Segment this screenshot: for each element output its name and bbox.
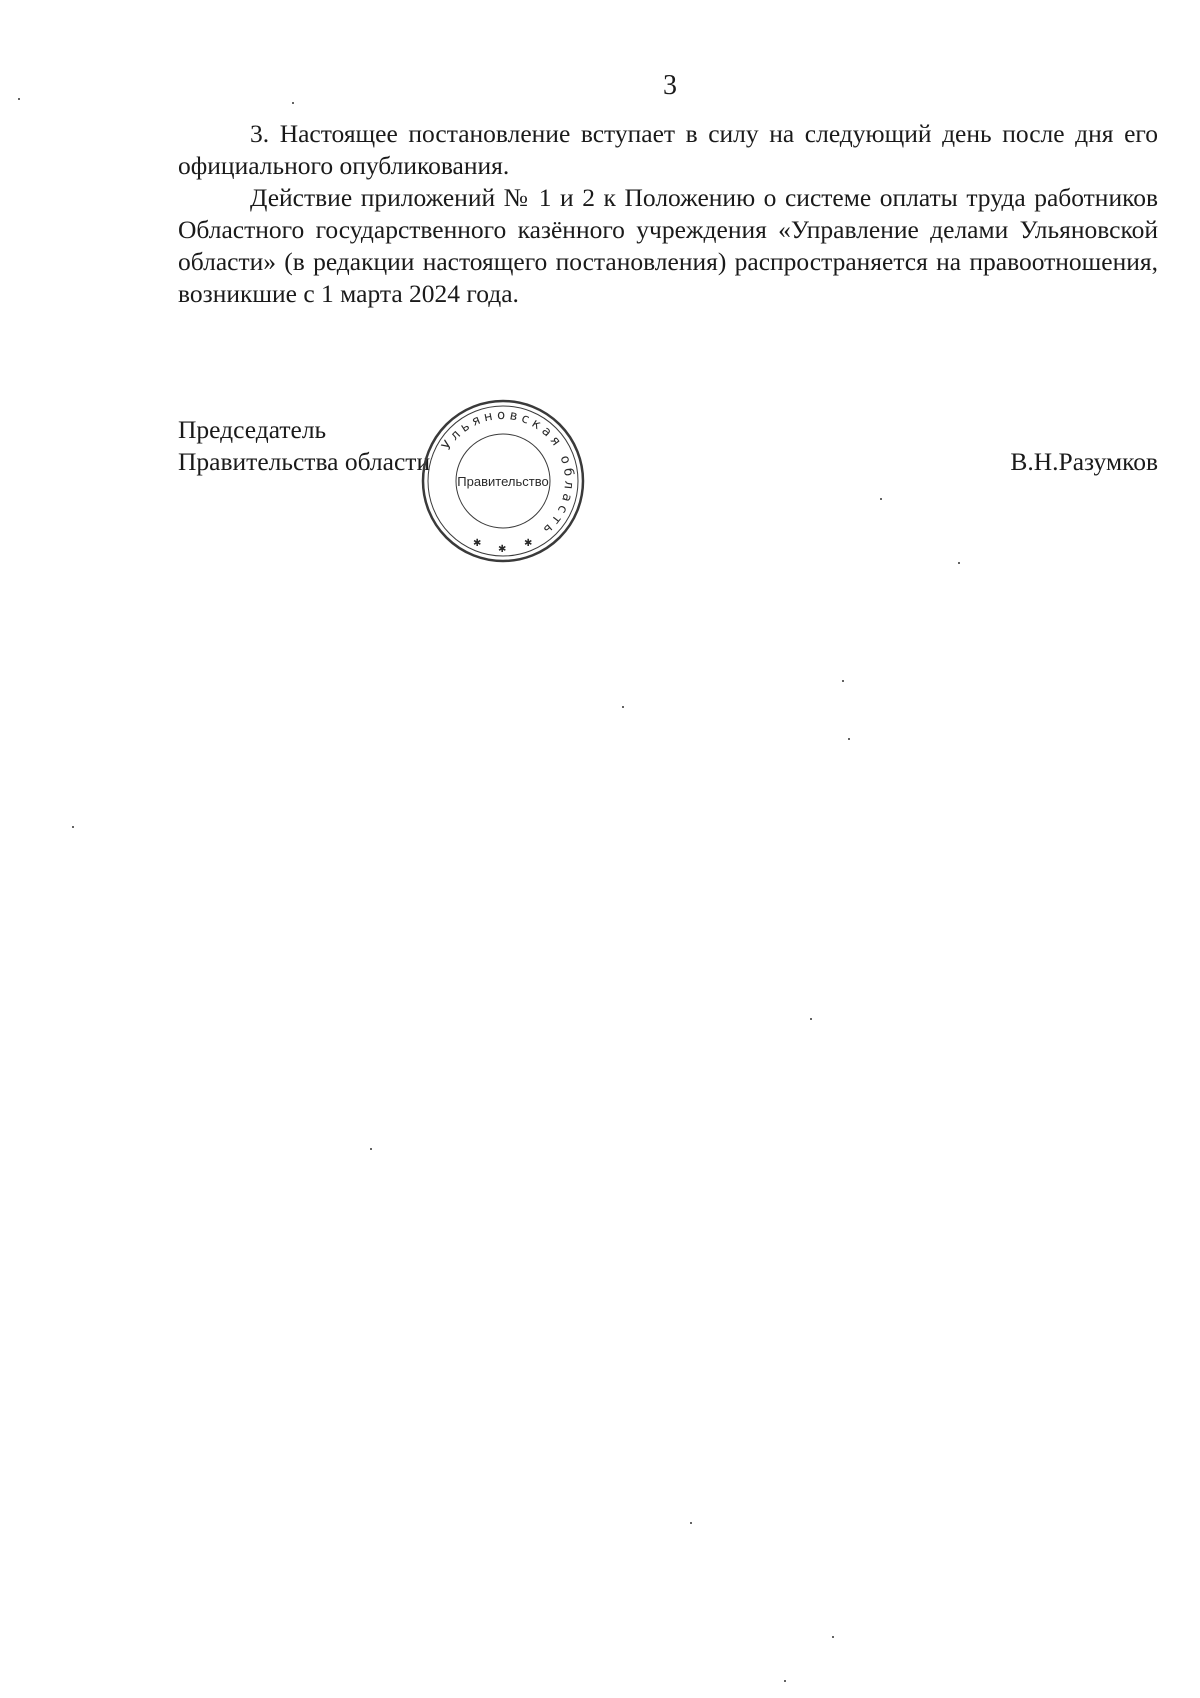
seal-star-icon: ✱ xyxy=(498,544,507,555)
scan-speck xyxy=(880,498,882,500)
page-number: 3 xyxy=(663,70,677,101)
paragraph-appendix-scope: Действие приложений № 1 и 2 к Положению о системе оплаты труда работников Областного государственного казённого учреждения «Управление делами Ульяновской области» (в редакции настоящего постановления) распространяется на правоотношения, возникшие с 1 марта 2024 года. xyxy=(178,183,1158,308)
scan-speck xyxy=(370,1148,372,1150)
scan-speck xyxy=(832,1636,834,1638)
scan-speck xyxy=(18,98,20,100)
paragraph-effective-date: 3. Настоящее постановление вступает в силу на следующий день после дня его официального опубликования. xyxy=(178,119,1158,180)
scan-speck xyxy=(292,102,294,104)
scan-speck xyxy=(958,562,960,564)
seal-star-icon: ✱ xyxy=(473,538,482,549)
signer-title-line1: Председатель xyxy=(178,415,327,444)
scan-speck xyxy=(842,680,844,682)
seal-ring-text: Ульяновская область xyxy=(439,407,577,540)
scan-speck xyxy=(72,826,74,828)
signer-title-line2: Правительства области xyxy=(178,447,431,476)
signer-name: В.Н.Разумков xyxy=(1010,447,1158,476)
scan-speck xyxy=(622,706,624,708)
seal-center-text: Правительство xyxy=(457,474,549,489)
signature-block xyxy=(178,407,1158,574)
scan-speck xyxy=(690,1522,692,1524)
signer-title xyxy=(178,414,430,478)
seal-star-icon: ✱ xyxy=(524,538,533,549)
scan-speck xyxy=(784,1680,786,1682)
document-body xyxy=(178,118,1158,310)
official-seal xyxy=(418,396,588,566)
scan-speck xyxy=(848,738,850,740)
scan-speck xyxy=(810,1018,812,1020)
